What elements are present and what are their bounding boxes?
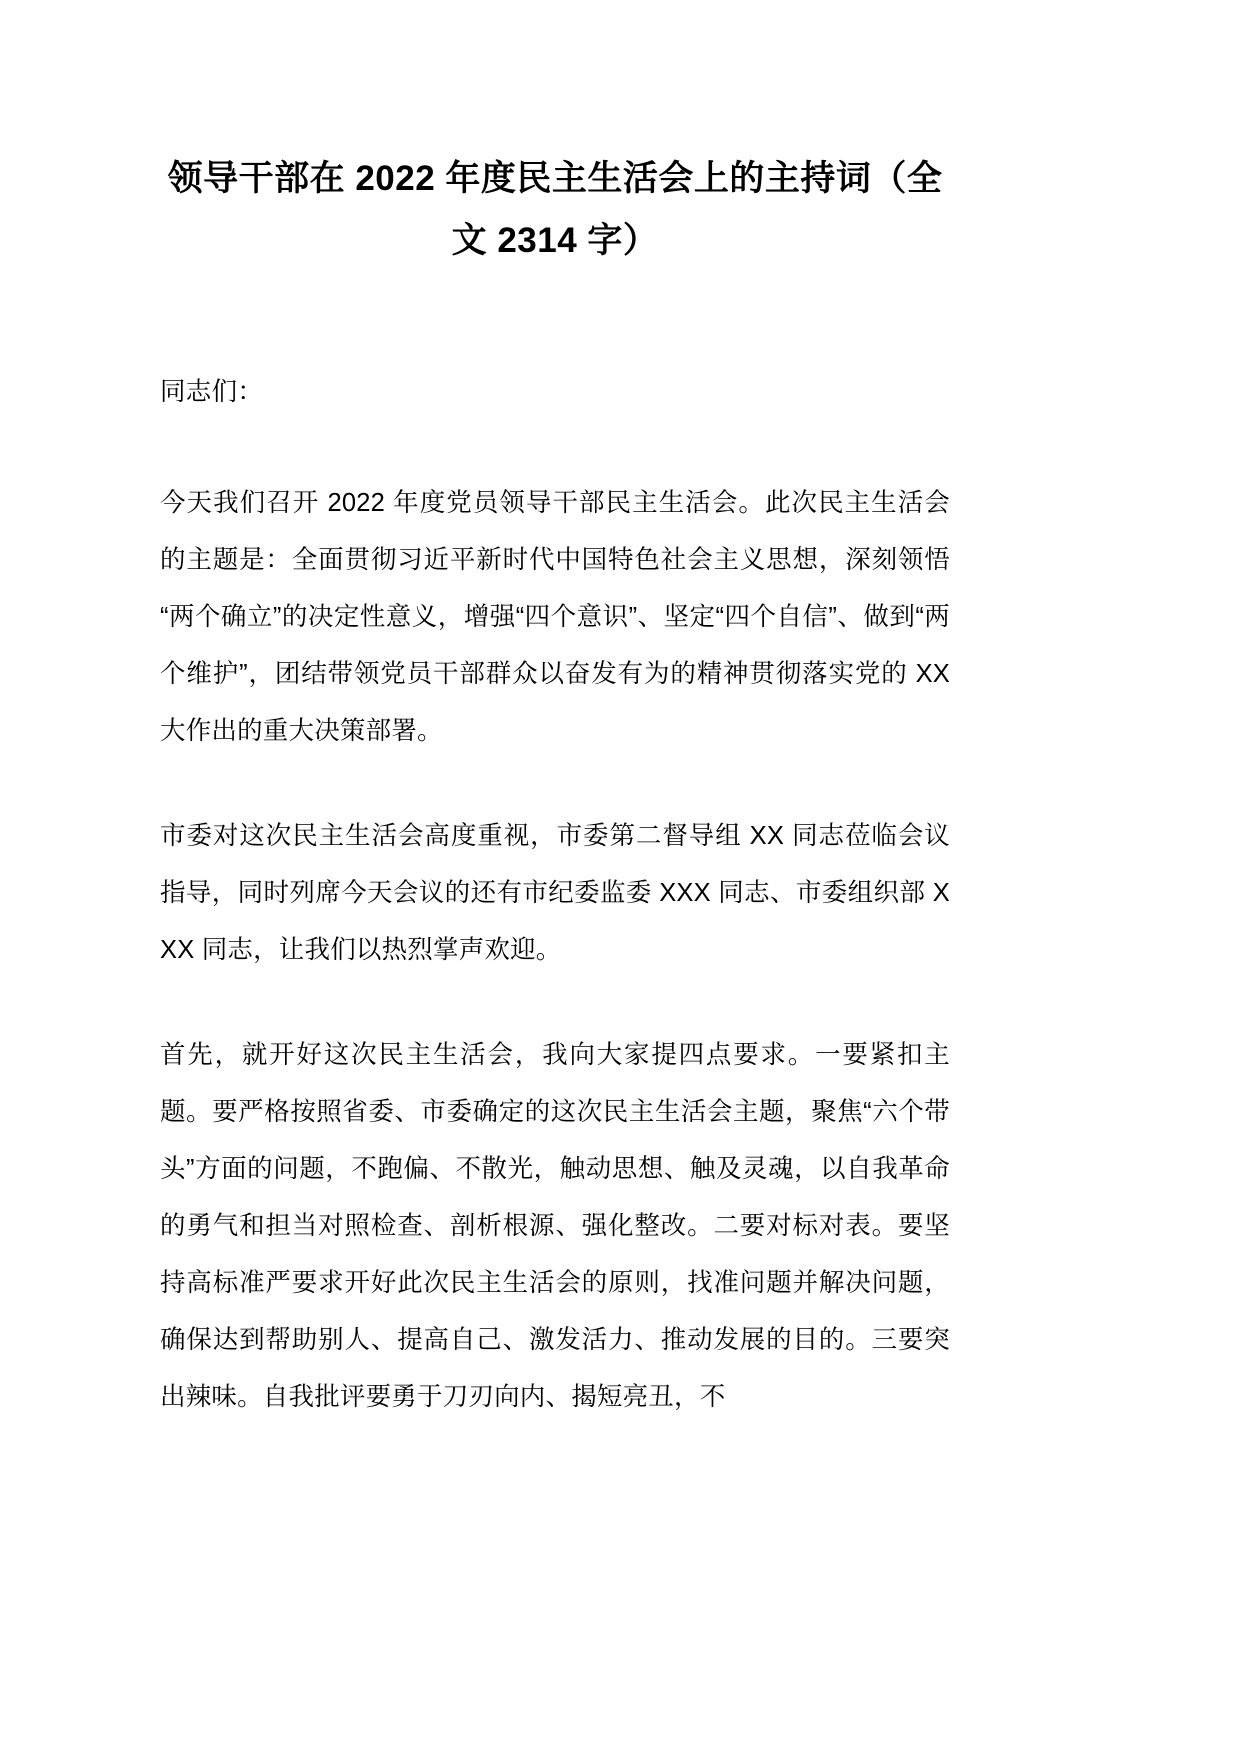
- body-paragraph-3: 首先，就开好这次民主生活会，我向大家提四点要求。一要紧扣主题。要严格按照省委、市委确定的这次民主生活会主题，聚焦“六个带头”方面的问题，不跑偏、不散光，触动思想、触及灵魂，以自我革命的勇气和担当对照检查、剖析根源、强化整改。二要对标对表。要坚持高标准严要求开好此次民主生活会的原则，找准问题并解决问题，确保达到帮助别人、提高自己、激发活力、推动发展的目的。三要突出辣味。自我批评要勇于刀刃向内、揭短亮丑，不: [160, 1041, 950, 1411]
- page-title: 领导干部在 2022 年度民主生活会上的主持词（全文 2314 字）: [167, 159, 943, 260]
- salutation-line: 同志们：: [160, 378, 264, 406]
- body-paragraph-1: 今天我们召开 2022 年度党员领导干部民主生活会。此次民主生活会的主题是：全面贯彻习近平新时代中国特色社会主义思想，深刻领悟“两个确立”的决定性意义，增强“四个意识”、坚定“四个自信”、做到“两个维护”，团结带领党员干部群众以奋发有为的精神贯彻落实党的 XX 大作出的重大决策部署。: [160, 489, 950, 745]
- body-paragraph-2: 市委对这次民主生活会高度重视，市委第二督导组 XX 同志莅临会议指导，同时列席今天会议的还有市纪委监委 XXX 同志、市委组织部 XXX 同志，让我们以热烈掌声欢迎。: [160, 822, 950, 964]
- document-content: [160, 0, 950, 1426]
